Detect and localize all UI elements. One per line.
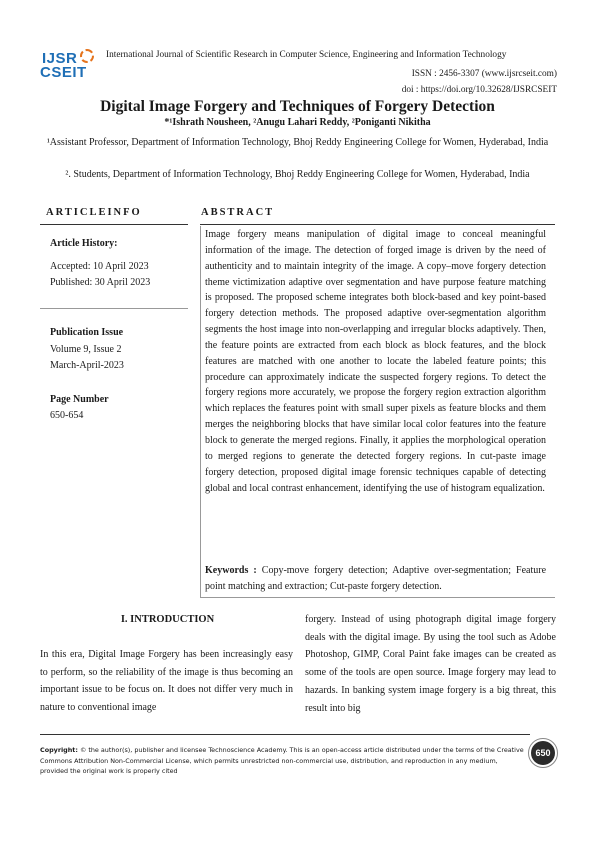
published-date: Published: 30 April 2023 — [50, 277, 151, 288]
copyright-footer — [40, 745, 527, 777]
keywords — [205, 563, 546, 594]
keywords-label: Keywords : — [205, 565, 257, 576]
info-divider — [40, 308, 188, 309]
doi-link[interactable]: doi : https://doi.org/10.32628/IJSRCSEIT — [401, 85, 557, 95]
introduction-column-1: In this era, Digital Image Forgery has been increasingly easy to perform, so the reliability of the image is thus becoming an important issue to be focus on. It does not differ very much in nature to conventional image — [40, 649, 293, 714]
article-history-label: Article History: — [50, 238, 118, 249]
journal-logo — [40, 50, 102, 84]
introduction-column-2: forgery. Instead of using photograph digital image forgery deals with the digital image. By using the tool such as Adobe Photoshop, GIMP, Coral Paint fake images can be created as some of the tools are open source. Image forgery may lead to hazards. In banking system image forgery is a big threat, this result into big — [305, 614, 556, 714]
introduction-heading: I. INTRODUCTION — [120, 614, 215, 625]
article-info-heading: ARTICLEINFO — [46, 207, 142, 218]
logo-text-top: IJSR — [42, 50, 78, 67]
copyright-text: © the author(s), publisher and licensee Technoscience Academy. This is an open-access article distributed under the terms of the Creative Commons Attribution Non-Commercial License, which permits unrestricted non-commercial use, distribution, and reproduction in any medium, provided the original work is properly cited — [40, 746, 524, 775]
page-range: 650-654 — [50, 410, 84, 421]
issn: ISSN : 2456-3307 (www.ijsrcseit.com) — [411, 69, 557, 79]
journal-name: International Journal of Scientific Research in Computer Science, Engineering and Information Technology — [106, 50, 507, 60]
authors: *¹Ishrath Nousheen, ²Anugu Lahari Reddy, ²Poniganti Nikitha — [164, 117, 431, 128]
article-info-rule — [40, 224, 188, 225]
copyright-label: Copyright: — [40, 746, 78, 754]
footer-rule — [40, 734, 530, 735]
logo-text-bottom: CSEIT — [40, 64, 87, 81]
abstract-rule — [200, 224, 555, 225]
abstract-heading: ABSTRACT — [201, 207, 275, 218]
volume: Volume 9, Issue 2 — [50, 344, 122, 355]
publication-issue-label: Publication Issue — [50, 327, 124, 338]
keywords-text: Copy-move forgery detection; Adaptive over-segmentation; Feature point matching and extraction; Cut-paste forgery detection. — [205, 565, 547, 592]
affiliation-1: ¹Assistant Professor, Department of Information Technology, Bhoj Reddy Engineering College for Women, Hyderabad, India — [46, 137, 549, 148]
affiliation-2: ². Students, Department of Information Technology, Bhoj Reddy Engineering College for Women, Hyderabad, India — [65, 169, 530, 180]
logo-gear-icon — [80, 49, 94, 63]
issue-months: March-April-2023 — [50, 360, 124, 371]
paper-title: Digital Image Forgery and Techniques of Forgery Detection — [100, 98, 495, 115]
abstract-text: Image forgery means manipulation of digital image to conceal meaningful information of the image. The detection of forged image is driven by the need of authenticity and to maintain integrity of the image. A copy–move forgery detection theme victimization adaptive over segmentation and have purpose feature matching is proposed. The proposed scheme integrates both block-based and key point-based forgery detection methods. The proposed adaptive over-segmentation algorithm segments the host image into non-overlapping and irregular blocks adaptively. Then, the feature points are extracted from each block as block features, and the block features are matched with one another to locate the labeled feature points; this procedure can approximately indicate the suspected forgery regions. To detect the forgery regions more accurately, we propose the forgery region extraction algorithm which replaces the features point with small super pixels as feature blocks and them merges the neighboring blocks that have similar local color features into the feature block to generate the merged regions. Finally, it applies the morphological operation to merged regions to generate the detected forgery regions. In cut-paste image forgery detection, proposed digital image forensic techniques capable of detecting global and local contrast enhancement, identifying the use of histogram equalization. — [205, 229, 546, 494]
page-number-label: Page Number — [50, 394, 109, 405]
accepted-date: Accepted: 10 April 2023 — [50, 261, 149, 272]
page-number-badge: 650 — [531, 741, 555, 765]
